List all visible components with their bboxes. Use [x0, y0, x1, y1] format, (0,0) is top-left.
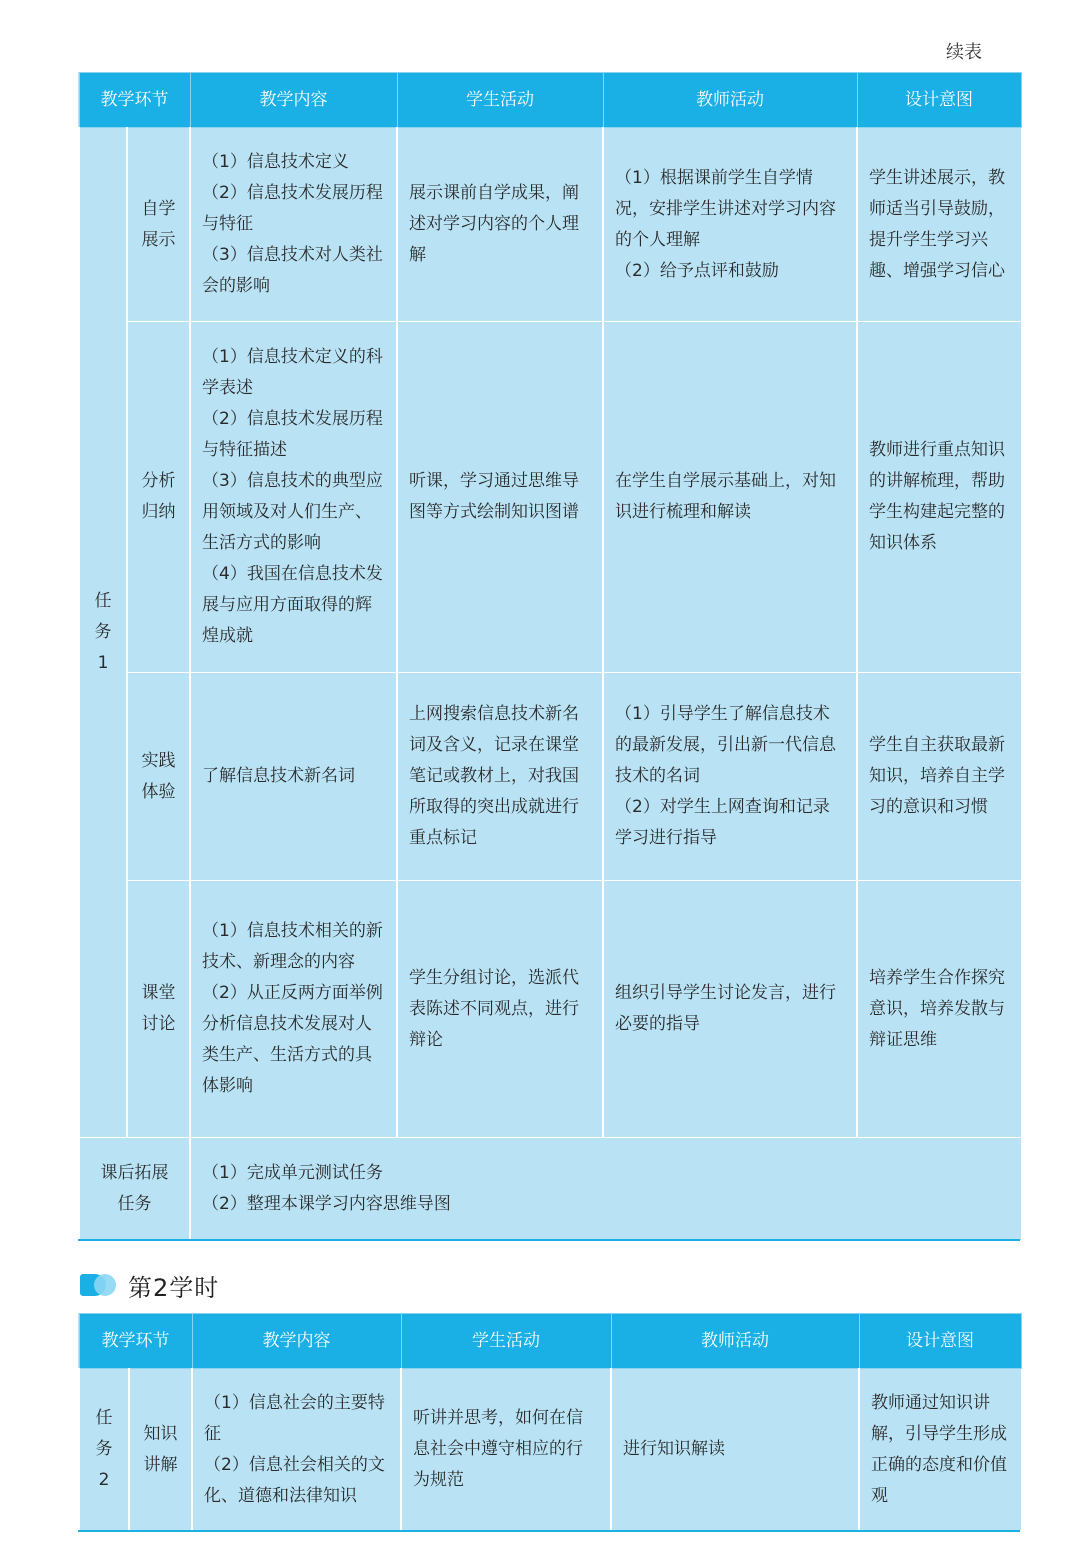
- task-cell: [79, 1369, 129, 1531]
- table-row: [79, 881, 1021, 1138]
- intent-cell: [857, 128, 1021, 322]
- stage-label: 知识讲解: [143, 1423, 178, 1475]
- after-class-content-cell: [190, 1138, 1021, 1241]
- header-content: 教学内容: [192, 1314, 401, 1369]
- student-cell: [397, 881, 603, 1138]
- intent-cell: [857, 881, 1021, 1138]
- lesson-table-1: [78, 72, 1022, 1241]
- stage-label: 课堂讨论: [141, 983, 176, 1034]
- content-line: （1）信息技术定义: [202, 152, 349, 172]
- header-teacher: 教师活动: [603, 73, 857, 128]
- intent-line: 教师通过知识讲解，引导学生形成正确的态度和价值观: [871, 1392, 1007, 1506]
- teacher-cell: [603, 128, 857, 322]
- content-line: （2）信息社会相关的文化、道德和法律知识: [204, 1454, 385, 1506]
- teacher-line: 在学生自学展示基础上，对知识进行梳理和解读: [615, 471, 836, 522]
- table-2-bottom-rule: [78, 1530, 1020, 1532]
- intent-line: 学生自主获取最新知识，培养自主学习的意识和习惯: [869, 735, 1005, 817]
- stage-cell: [127, 128, 190, 322]
- task-cell: [79, 128, 127, 1138]
- teacher-line: （2）给予点评和鼓励: [615, 260, 779, 281]
- teacher-line: 组织引导学生讨论发言，进行必要的指导: [615, 983, 836, 1034]
- header-stage: 教学环节: [79, 1314, 192, 1369]
- teacher-cell: [603, 673, 857, 881]
- content-line: （1）信息技术定义的科学表述: [202, 347, 383, 398]
- teacher-line: （2）对学生上网查询和记录学习进行指导: [615, 797, 830, 848]
- content-cell: [190, 881, 397, 1138]
- header-teacher: 教师活动: [611, 1314, 859, 1369]
- section-title: [80, 1268, 219, 1302]
- header-student: 学生活动: [397, 73, 603, 128]
- student-line: 展示课前自学成果，阐述对学习内容的个人理解: [409, 183, 579, 265]
- table-row: [79, 128, 1021, 322]
- stage-label: 自学展示: [141, 198, 176, 250]
- teacher-line: （1）根据课前学生自学情况，安排学生讲述对学习内容的个人理解: [615, 167, 836, 250]
- after-class-stage-cell: [79, 1138, 190, 1241]
- header-content: 教学内容: [190, 73, 397, 128]
- content-line: （4）我国在信息技术发展与应用方面取得的辉煌成就: [202, 564, 383, 646]
- section-marker-icon: [80, 1274, 116, 1296]
- intent-line: 学生讲述展示，教师适当引导鼓励，提升学生学习兴趣、增强学习信心: [869, 167, 1005, 281]
- teacher-line: 进行知识解读: [623, 1439, 725, 1459]
- student-line: 听课，学习通过思维导图等方式绘制知识图谱: [409, 471, 579, 522]
- task-label: 任务2: [95, 1408, 113, 1490]
- intent-cell: [857, 673, 1021, 881]
- table-header-row: [79, 73, 1021, 128]
- teacher-cell: [611, 1369, 859, 1531]
- content-line: 了解信息技术新名词: [202, 766, 355, 786]
- stage-cell: [129, 1369, 192, 1531]
- section-title-text: 第2学时: [128, 1273, 220, 1302]
- lesson-table-2: [78, 1313, 1022, 1531]
- header-student: 学生活动: [401, 1314, 611, 1369]
- student-cell: [397, 673, 603, 881]
- content-cell: [190, 673, 397, 881]
- stage-cell: [127, 673, 190, 881]
- header-intent: 设计意图: [857, 73, 1021, 128]
- content-line: （3）信息技术的典型应用领域及对人们生产、生活方式的影响: [202, 471, 383, 553]
- student-cell: [401, 1369, 611, 1531]
- student-line: 上网搜索信息技术新名词及含义，记录在课堂笔记或教材上，对我国所取得的突出成就进行重点标记: [409, 704, 579, 848]
- header-intent: 设计意图: [859, 1314, 1021, 1369]
- stage-cell: [127, 881, 190, 1138]
- task-label: 任务1: [94, 591, 112, 673]
- student-cell: [397, 128, 603, 322]
- content-line: （3）信息技术对人类社会的影响: [202, 245, 383, 296]
- content-line: （1）信息技术相关的新技术、新理念的内容: [202, 921, 383, 972]
- after-class-line: （2）整理本课学习内容思维导图: [202, 1194, 451, 1214]
- intent-cell: [857, 322, 1021, 673]
- stage-cell: [127, 322, 190, 673]
- table-row-after-class: [79, 1138, 1021, 1241]
- content-line: （1）信息社会的主要特征: [204, 1392, 385, 1444]
- table-header-row: [79, 1314, 1021, 1369]
- student-line: 听讲并思考，如何在信息社会中遵守相应的行为规范: [413, 1408, 583, 1490]
- intent-line: 培养学生合作探究意识，培养发散与辩证思维: [869, 967, 1005, 1050]
- content-line: （2）从正反两方面举例分析信息技术发展对人类生产、生活方式的具体影响: [202, 983, 383, 1096]
- teacher-cell: [603, 881, 857, 1138]
- student-cell: [397, 322, 603, 673]
- stage-label: 分析归纳: [141, 471, 176, 522]
- page-label: 续表: [946, 42, 982, 63]
- after-class-stage-label: 课后拓展任务: [100, 1163, 169, 1214]
- content-cell: [190, 322, 397, 673]
- content-line: （2）信息技术发展历程与特征描述: [202, 409, 383, 460]
- table-row: [79, 673, 1021, 881]
- after-class-line: （1）完成单元测试任务: [202, 1163, 383, 1183]
- content-line: （2）信息技术发展历程与特征: [202, 183, 383, 234]
- table-row: [79, 322, 1021, 673]
- intent-cell: [859, 1369, 1021, 1531]
- header-stage: 教学环节: [79, 73, 190, 128]
- table-row: [79, 1369, 1021, 1531]
- table-1-bottom-rule: [78, 1239, 1020, 1241]
- teacher-line: （1）引导学生了解信息技术的最新发展，引出新一代信息技术的名词: [615, 704, 836, 786]
- content-cell: [190, 128, 397, 322]
- intent-line: 教师进行重点知识的讲解梳理，帮助学生构建起完整的知识体系: [869, 440, 1005, 553]
- teacher-cell: [603, 322, 857, 673]
- student-line: 学生分组讨论，选派代表陈述不同观点，进行辩论: [409, 967, 579, 1050]
- content-cell: [192, 1369, 401, 1531]
- stage-label: 实践体验: [141, 750, 176, 802]
